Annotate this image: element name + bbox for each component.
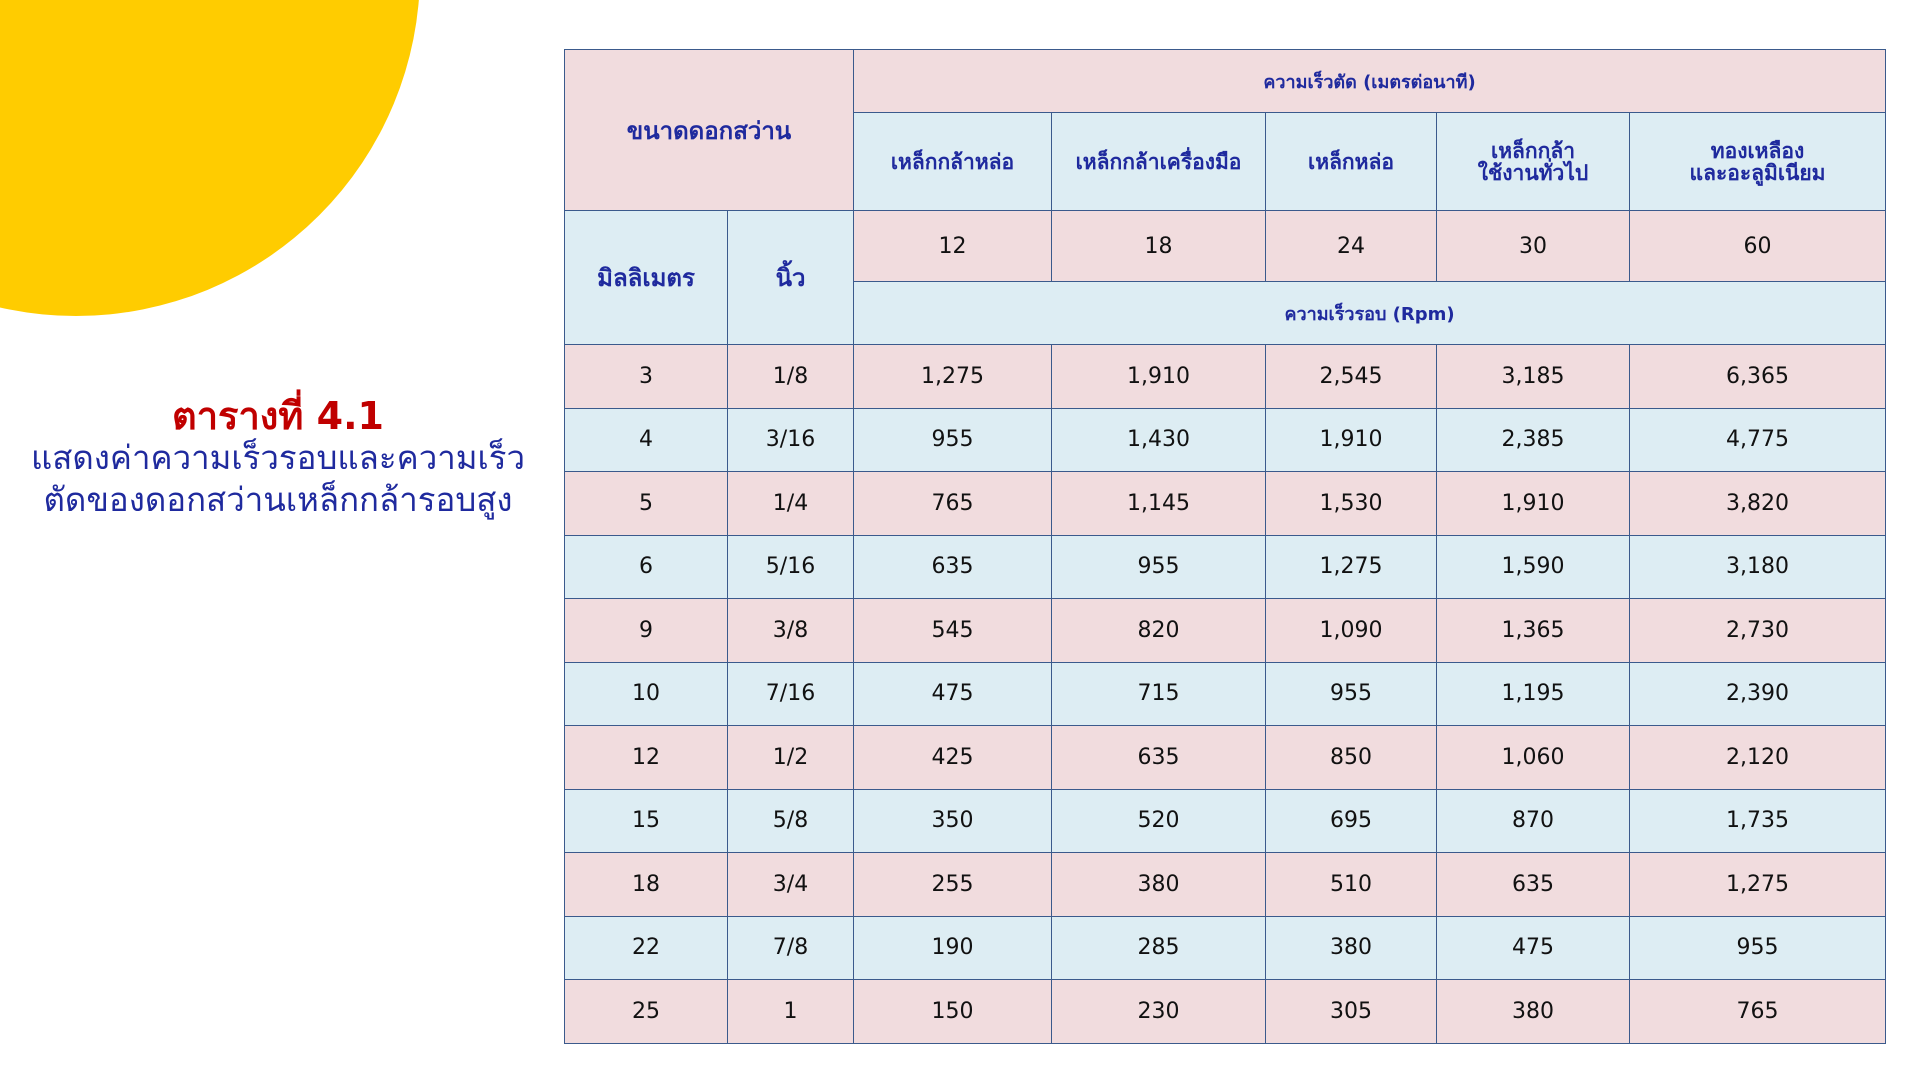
inch-cell: 3/4 — [728, 853, 854, 917]
rpm-cell: 1,530 — [1266, 472, 1437, 536]
rpm-cell: 350 — [854, 789, 1052, 853]
rpm-cell: 380 — [1266, 916, 1437, 980]
rpm-cell: 955 — [1266, 662, 1437, 726]
caption-line-1: แสดงค่าความเร็วรอบและความเร็ว — [30, 438, 526, 477]
cutting-speed-header: ความเร็วตัด (เมตรต่อนาที) — [854, 50, 1886, 113]
cutting-speed-value: 12 — [854, 211, 1052, 282]
caption-title: ตารางที่ 4.1 — [172, 394, 384, 438]
rpm-cell: 2,385 — [1437, 408, 1630, 472]
rpm-cell: 475 — [1437, 916, 1630, 980]
rpm-cell: 635 — [1437, 853, 1630, 917]
inch-cell: 7/8 — [728, 916, 854, 980]
inch-cell: 5/16 — [728, 535, 854, 599]
millimeter-cell: 4 — [565, 408, 728, 472]
millimeter-cell: 3 — [565, 345, 728, 409]
rpm-cell: 255 — [854, 853, 1052, 917]
inch-cell: 1/2 — [728, 726, 854, 790]
rpm-cell: 1,145 — [1052, 472, 1266, 536]
material-header: เหล็กกล้าเครื่องมือ — [1052, 113, 1266, 211]
inch-cell: 1/4 — [728, 472, 854, 536]
table-row — [565, 345, 1886, 409]
rpm-cell: 2,730 — [1630, 599, 1886, 663]
rpm-cell: 2,120 — [1630, 726, 1886, 790]
material-header: เหล็กกล้าหล่อ — [854, 113, 1052, 211]
rpm-cell: 285 — [1052, 916, 1266, 980]
drill-speed-table — [564, 49, 1886, 1044]
rpm-cell: 1,365 — [1437, 599, 1630, 663]
rpm-cell: 1,275 — [1630, 853, 1886, 917]
millimeter-cell: 25 — [565, 980, 728, 1044]
rpm-cell: 545 — [854, 599, 1052, 663]
material-header: เหล็กหล่อ — [1266, 113, 1437, 211]
rpm-cell: 3,185 — [1437, 345, 1630, 409]
rpm-cell: 1,735 — [1630, 789, 1886, 853]
rpm-cell: 1,060 — [1437, 726, 1630, 790]
table-row — [565, 980, 1886, 1044]
millimeter-cell: 22 — [565, 916, 728, 980]
rpm-cell: 955 — [1630, 916, 1886, 980]
inch-cell: 3/8 — [728, 599, 854, 663]
cutting-speed-value: 60 — [1630, 211, 1886, 282]
table-row — [565, 916, 1886, 980]
inch-header: นิ้ว — [728, 211, 854, 345]
millimeter-cell: 18 — [565, 853, 728, 917]
rpm-cell: 510 — [1266, 853, 1437, 917]
millimeter-header: มิลลิเมตร — [565, 211, 728, 345]
cutting-speed-value: 30 — [1437, 211, 1630, 282]
rpm-cell: 765 — [1630, 980, 1886, 1044]
table-row — [565, 408, 1886, 472]
rpm-cell: 475 — [854, 662, 1052, 726]
rpm-cell: 190 — [854, 916, 1052, 980]
rpm-cell: 425 — [854, 726, 1052, 790]
rpm-cell: 1,910 — [1266, 408, 1437, 472]
rpm-cell: 635 — [1052, 726, 1266, 790]
rpm-cell: 3,180 — [1630, 535, 1886, 599]
millimeter-cell: 5 — [565, 472, 728, 536]
table-row — [565, 472, 1886, 536]
millimeter-cell: 6 — [565, 535, 728, 599]
table-row — [565, 853, 1886, 917]
rpm-cell: 4,775 — [1630, 408, 1886, 472]
millimeter-cell: 9 — [565, 599, 728, 663]
millimeter-cell: 15 — [565, 789, 728, 853]
rpm-cell: 1,910 — [1052, 345, 1266, 409]
material-header: ทองเหลือง และอะลูมิเนียม — [1630, 113, 1886, 211]
cutting-speed-value: 18 — [1052, 211, 1266, 282]
rpm-cell: 3,820 — [1630, 472, 1886, 536]
rpm-cell: 765 — [854, 472, 1052, 536]
rpm-cell: 820 — [1052, 599, 1266, 663]
rpm-cell: 1,090 — [1266, 599, 1437, 663]
rpm-cell: 1,275 — [1266, 535, 1437, 599]
rpm-cell: 955 — [854, 408, 1052, 472]
rpm-cell: 635 — [854, 535, 1052, 599]
table-row — [565, 599, 1886, 663]
rpm-cell: 715 — [1052, 662, 1266, 726]
rpm-cell: 1,590 — [1437, 535, 1630, 599]
rpm-cell: 230 — [1052, 980, 1266, 1044]
rpm-cell: 850 — [1266, 726, 1437, 790]
table-row — [565, 789, 1886, 853]
inch-cell: 5/8 — [728, 789, 854, 853]
millimeter-cell: 10 — [565, 662, 728, 726]
decorative-yellow-circle — [0, 0, 420, 316]
rpm-cell: 2,545 — [1266, 345, 1437, 409]
inch-cell: 1 — [728, 980, 854, 1044]
rpm-header: ความเร็วรอบ (Rpm) — [854, 282, 1886, 345]
rpm-cell: 1,195 — [1437, 662, 1630, 726]
cutting-speed-value: 24 — [1266, 211, 1437, 282]
rpm-cell: 1,275 — [854, 345, 1052, 409]
inch-cell: 1/8 — [728, 345, 854, 409]
rpm-cell: 955 — [1052, 535, 1266, 599]
rpm-cell: 6,365 — [1630, 345, 1886, 409]
rpm-cell: 1,430 — [1052, 408, 1266, 472]
rpm-cell: 2,390 — [1630, 662, 1886, 726]
table-row — [565, 662, 1886, 726]
inch-cell: 3/16 — [728, 408, 854, 472]
rpm-cell: 305 — [1266, 980, 1437, 1044]
drill-size-header: ขนาดดอกสว่าน — [565, 50, 854, 211]
rpm-cell: 380 — [1437, 980, 1630, 1044]
rpm-cell: 520 — [1052, 789, 1266, 853]
inch-cell: 7/16 — [728, 662, 854, 726]
rpm-cell: 150 — [854, 980, 1052, 1044]
material-header: เหล็กกล้า ใช้งานทั่วไป — [1437, 113, 1630, 211]
rpm-cell: 1,910 — [1437, 472, 1630, 536]
table-row — [565, 726, 1886, 790]
table-caption — [0, 395, 556, 521]
millimeter-cell: 12 — [565, 726, 728, 790]
rpm-cell: 695 — [1266, 789, 1437, 853]
rpm-cell: 380 — [1052, 853, 1266, 917]
rpm-cell: 870 — [1437, 789, 1630, 853]
caption-line-2: ตัดของดอกสว่านเหล็กกล้ารอบสูง — [43, 480, 513, 519]
table-row — [565, 535, 1886, 599]
